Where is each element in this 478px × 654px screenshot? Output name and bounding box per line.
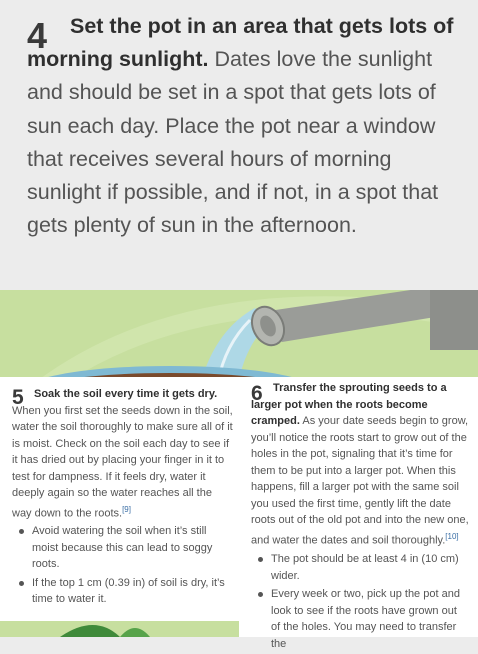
step-number: 6: [251, 382, 263, 405]
step-6-section: [239, 377, 478, 650]
steps-5-6: [0, 377, 478, 650]
list-item: Avoid watering the soil when it’s still moist because this can lead to soggy roots.: [12, 523, 227, 573]
tips-list: [251, 551, 466, 654]
can-body: [430, 290, 478, 350]
step-number: 4: [27, 15, 48, 56]
step-heading: Set the pot in an area that gets lots of morning sunlight.: [27, 14, 454, 72]
citation-link[interactable]: [10]: [445, 531, 459, 541]
step-heading: Transfer the sprouting seeds to a larger pot when the roots become cramped.: [251, 382, 447, 427]
step-heading: Soak the soil every time it gets dry.: [34, 388, 218, 400]
list-item: Every week or two, pick up the pot and look to see if the roots have grown out of the holes. You may need to transfer the: [251, 586, 466, 652]
watering-can-image: [0, 290, 478, 390]
next-illustration-peek: [0, 615, 239, 637]
step-text: [27, 10, 457, 242]
step-number: 5: [12, 386, 24, 409]
list-item: If the top 1 cm (0.39 in) of soil is dry, it’s time to water it.: [12, 575, 227, 608]
tips-list: [12, 523, 227, 610]
step-description: When you first set the seeds down in the soil, water the soil thoroughly to make sure all of it is moist. Check on the soil each day to see if it has dried out by placing your finger in it to test for dampness. If it feels dry, water it deeply again so the water reaches all the way down to the roots.: [12, 404, 233, 520]
step-text: [12, 386, 234, 522]
step-text: [251, 380, 473, 549]
watering-illustration: [0, 290, 478, 390]
step-description: As your date seeds begin to grow, you’ll notice the roots start to grow out of the holes in the pot, signaling that it’s time for them to be put into a larger pot. When this happens, fill a larger pot with the same soil you used the first time, gently lift the date roots out of the old pot and into the new one, and water the dates and soil thoroughly.: [251, 415, 469, 547]
citation-link[interactable]: [9]: [122, 504, 131, 514]
step-4-section: [0, 0, 478, 290]
list-item: The pot should be at least 4 in (10 cm) wider.: [251, 551, 466, 584]
step-5-section: [0, 377, 239, 637]
step-description: Dates love the sunlight and should be set in a spot that gets lots of sun each day. Place the pot near a window that receives several hours of morning sunlight if possible, and if not, in a spot that gets plenty of sun in the afternoon.: [27, 47, 439, 238]
